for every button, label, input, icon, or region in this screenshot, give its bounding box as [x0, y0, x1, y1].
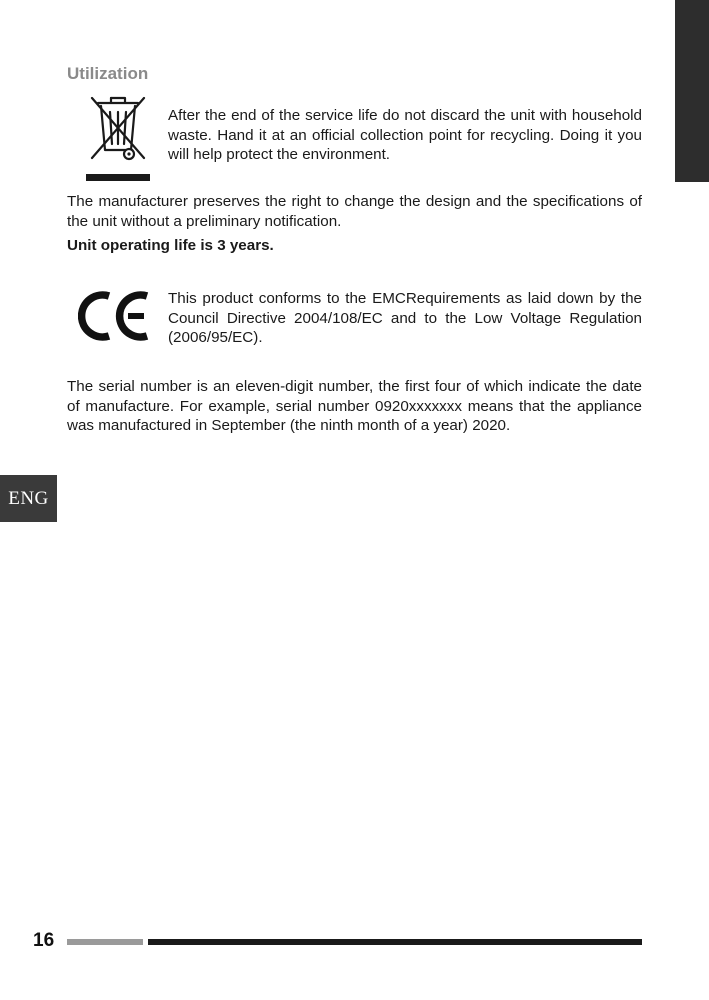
page-number: 16 — [33, 930, 55, 951]
ce-compliance-text: This product conforms to the EMCRequirements as laid down by the Council Directive 2004/108/EC and to the Low Voltage Regulation (2006/95/EC). — [168, 290, 642, 346]
utilization-text: After the end of the service life do not discard the unit with household waste. Hand it at an official collection point for recycling. Doing it you will help protect the environment. — [168, 107, 642, 163]
ce-mark-icon — [78, 290, 152, 342]
section-title: Utilization — [67, 64, 149, 83]
language-tab — [0, 475, 57, 522]
weee-crossed-bin-icon — [86, 92, 150, 182]
footer-bar-black — [148, 939, 642, 945]
language-tab-label: ENG — [8, 487, 49, 509]
manufacturer-notice-text: The manufacturer preserves the right to change the design and the specifications of the unit without a preliminary notification. — [67, 193, 642, 230]
footer-bar-gray — [67, 939, 143, 945]
operating-life-text: Unit operating life is 3 years. — [67, 237, 274, 254]
serial-info-text: The serial number is an eleven-digit number, the first four of which indicate the date of manufacture. For example, serial number 0920xxxxxxx means that the appliance was manufactured in September (the ninth month of a year) 2020. — [67, 378, 642, 434]
top-side-tab — [675, 0, 709, 182]
